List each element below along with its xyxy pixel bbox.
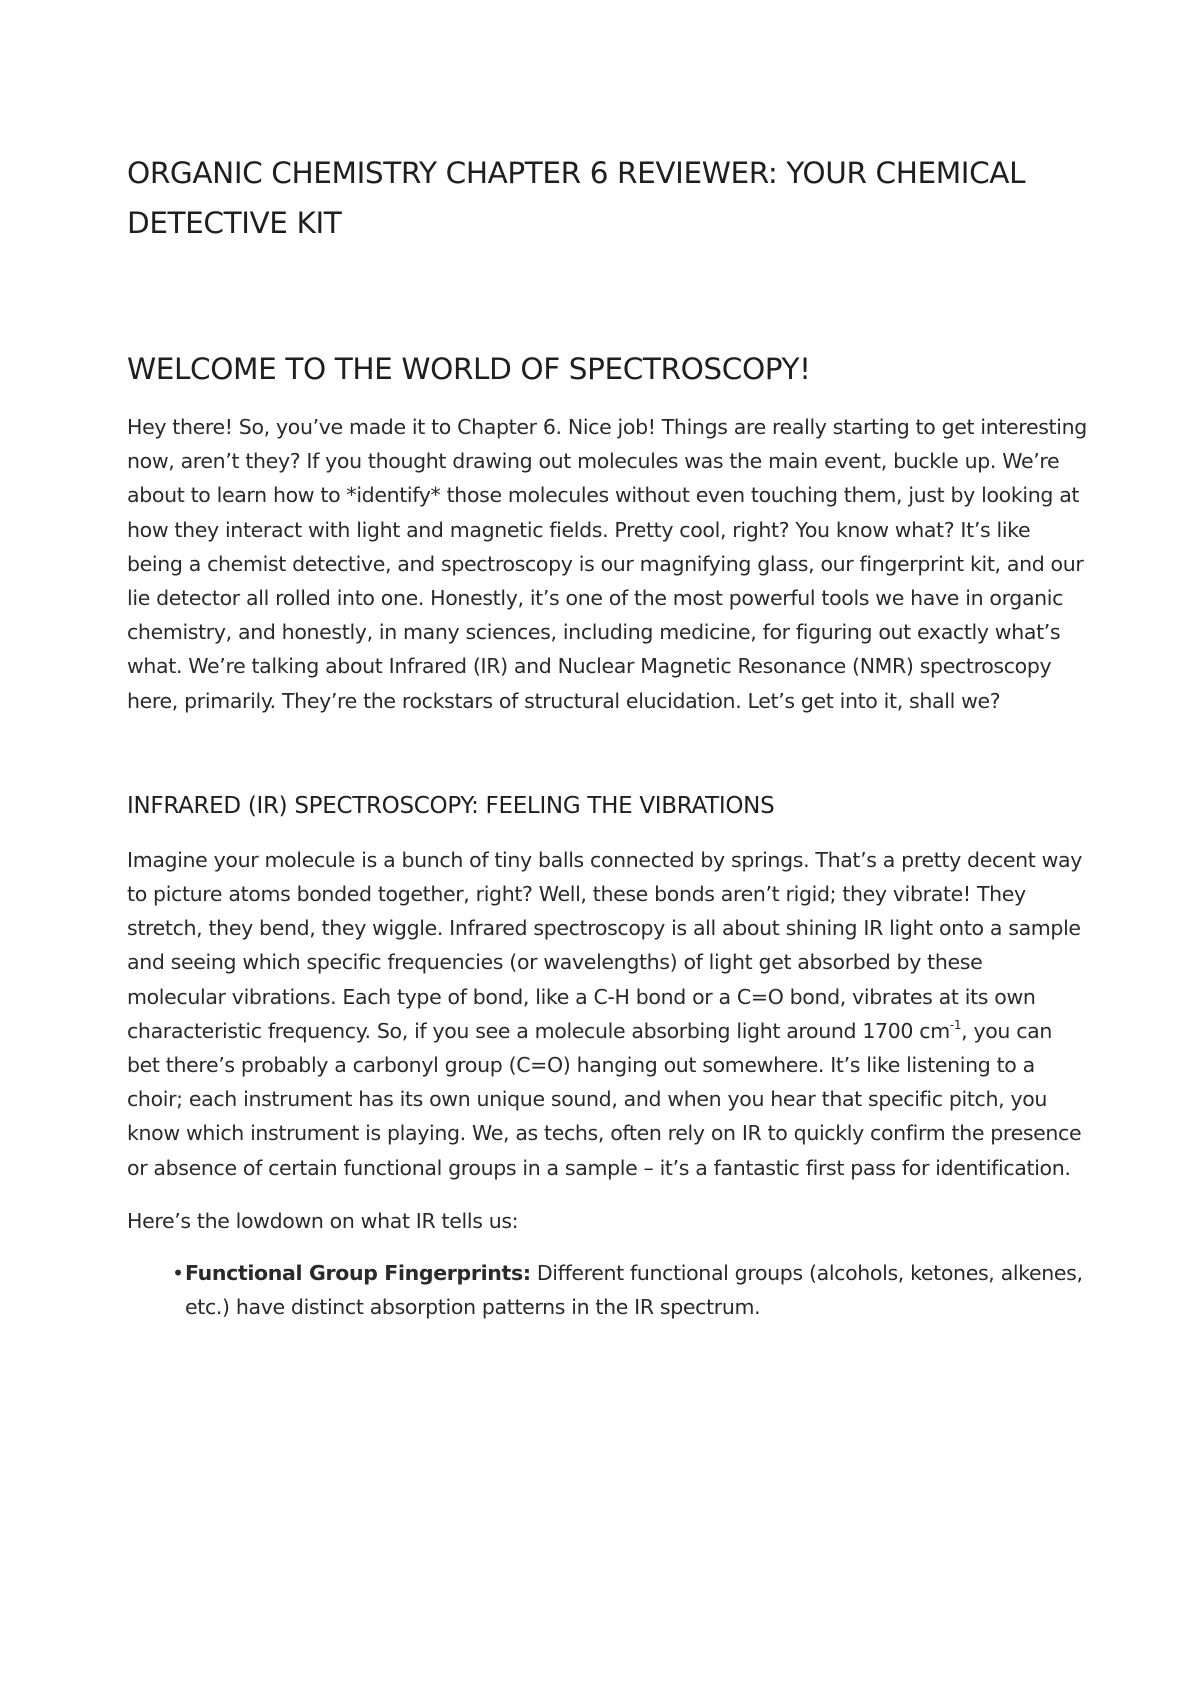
- ir-intro-line: Here’s the lowdown on what IR tells us:: [127, 1208, 519, 1233]
- bullet-icon: •: [172, 1261, 184, 1286]
- bullet-text: Different functional groups (alcohols, ketones, alkenes, etc.) have distinct absorption patterns in the IR spectrum.: [185, 1261, 1083, 1320]
- spacer: [127, 248, 1087, 349]
- bullet-term: Functional Group Fingerprints:: [185, 1261, 531, 1286]
- ir-paragraph-text-1: Imagine your molecule is a bunch of tiny balls connected by springs. That’s a pretty decent way to picture atoms bonded together, right? Well, these bonds aren’t rigid; they vibrate! They stretch, they bend, they wiggle. Infrared spectroscopy is all about shining IR light onto a sample and seeing which specific frequencies (or wavelengths) of light get absorbed by these molecular vibrations. Each type of bond, like a C-H bond or a C=O bond, vibrates at its own characteristic frequency. So, if you see a molecule absorbing light around 1700 cm: [127, 847, 1083, 1043]
- welcome-paragraph: Hey there! So, you’ve made it to Chapter 6. Nice job! Things are really starting to get interesting now, aren’t they? If you thought drawing out molecules was the main event, buckle up. We’re about to learn how to *identify* those molecules without even touching them, just by looking at how they interact with light and magnetic fields. Pretty cool, right? You know what? It’s like being a chemist detective, and spectroscopy is our magnifying glass, our fingerprint kit, and our lie detector all rolled into one. Honestly, it’s one of the most powerful tools we have in organic chemistry, and honestly, in many sciences, including medicine, for figuring out exactly what’s what. We’re talking about Infrared (IR) and Nuclear Magnetic Resonance (NMR) spectroscopy here, primarily. They’re the rockstars of structural elucidation. Let’s get into it, shall we?: [127, 415, 1087, 713]
- section-heading-spectroscopy: WELCOME TO THE WORLD OF SPECTROSCOPY!: [127, 352, 811, 386]
- document-title: ORGANIC CHEMISTRY CHAPTER 6 REVIEWER: YOUR CHEMICAL DETECTIVE KIT: [127, 156, 1026, 240]
- spacer: [127, 389, 1087, 410]
- spacer: [127, 718, 1087, 789]
- unit-exponent: -1: [949, 1017, 962, 1032]
- document-page: [127, 148, 1087, 1324]
- section-heading-ir: INFRARED (IR) SPECTROSCOPY: FEELING THE VIBRATIONS: [127, 792, 775, 819]
- spacer: [127, 1185, 1087, 1204]
- ir-paragraph: [127, 843, 1087, 1185]
- list-item: [127, 1256, 1087, 1324]
- ir-bullet-list: [127, 1256, 1087, 1324]
- spacer: [127, 1238, 1087, 1256]
- ir-paragraph-text-2: , you can bet there’s probably a carbonyl group (C=O) hanging out somewhere. It’s like listening to a choir; each instrument has its own unique sound, and when you hear that specific pitch, you know which instrument is playing. We, as techs, often rely on IR to quickly confirm the presence or absence of certain functional groups in a sample – it’s a fantastic first pass for identification.: [127, 1018, 1082, 1180]
- spacer: [127, 823, 1087, 843]
